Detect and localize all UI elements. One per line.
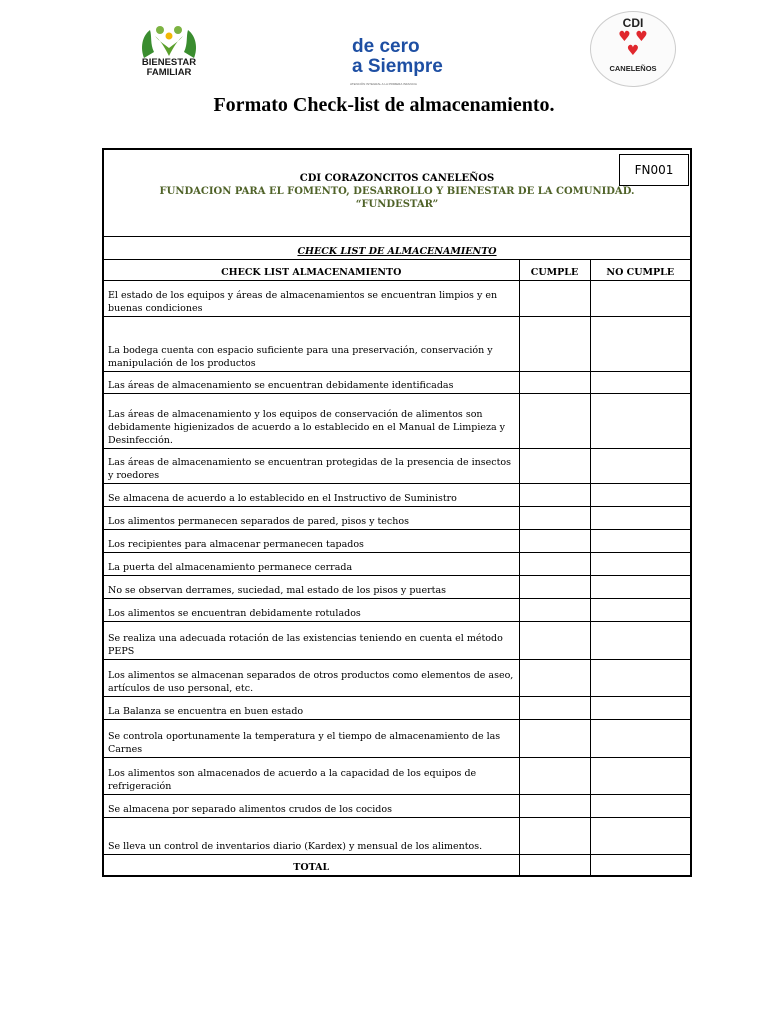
checklist-row <box>104 697 690 720</box>
cumple-cell[interactable] <box>519 697 590 720</box>
checklist-row <box>104 372 690 394</box>
no-cumple-cell[interactable] <box>590 795 690 818</box>
foundation-acronym: “FUNDESTAR” <box>355 199 439 210</box>
logo-right-line1: CDI <box>622 16 644 30</box>
no-cumple-cell[interactable] <box>590 758 690 795</box>
section-title-row <box>104 237 690 260</box>
form-header <box>104 150 690 237</box>
total-cumple-cell[interactable] <box>519 855 590 876</box>
checklist-row <box>104 818 690 855</box>
checklist-item-text: La puerta del almacenamiento permanece cerrada <box>104 553 519 576</box>
cumple-cell[interactable] <box>519 599 590 622</box>
checklist-row <box>104 394 690 449</box>
org-name: CDI CORAZONCITOS CANELEÑOS <box>299 173 495 184</box>
cumple-cell[interactable] <box>519 795 590 818</box>
checklist-row <box>104 530 690 553</box>
checklist-item-text: Los alimentos son almacenados de acuerdo a la capacidad de los equipos de refrigeración <box>104 758 519 795</box>
cumple-cell[interactable] <box>519 281 590 317</box>
cumple-cell[interactable] <box>519 660 590 697</box>
no-cumple-cell[interactable] <box>590 660 690 697</box>
cumple-cell[interactable] <box>519 622 590 660</box>
no-cumple-cell[interactable] <box>590 553 690 576</box>
checklist-item-text: Los alimentos se encuentran debidamente rotulados <box>104 599 519 622</box>
checklist-item-text: Los recipientes para almacenar permanecen tapados <box>104 530 519 553</box>
checklist-item-text: Las áreas de almacenamiento y los equipos de conservación de alimentos son debidamente higienizados de acuerdo a lo establecido en el Manual de Limpieza y Desinfección. <box>104 394 519 449</box>
hearts-icon: ♥ ♥ ♥ <box>618 29 648 59</box>
cumple-cell[interactable] <box>519 484 590 507</box>
cumple-cell[interactable] <box>519 507 590 530</box>
no-cumple-cell[interactable] <box>590 818 690 855</box>
checklist-item-text: Se lleva un control de inventarios diario (Kardex) y mensual de los alimentos. <box>104 818 519 855</box>
no-cumple-cell[interactable] <box>590 599 690 622</box>
checklist-row <box>104 576 690 599</box>
cumple-cell[interactable] <box>519 576 590 599</box>
cumple-cell[interactable] <box>519 818 590 855</box>
column-header-item: CHECK LIST ALMACENAMIENTO <box>104 260 519 281</box>
cumple-cell[interactable] <box>519 553 590 576</box>
family-icon <box>138 22 200 60</box>
bienestar-familiar-logo <box>134 22 196 84</box>
cumple-cell[interactable] <box>519 394 590 449</box>
logo-mid-line2: a Siempre <box>352 56 443 77</box>
cumple-cell[interactable] <box>519 720 590 758</box>
de-cero-a-siempre-logo <box>348 36 443 94</box>
logo-mid-subtitle: ATENCIÓN INTEGRAL A LA PRIMERA INFANCIA <box>350 82 417 86</box>
no-cumple-cell[interactable] <box>590 507 690 530</box>
column-header-row <box>104 260 690 281</box>
checklist-table <box>104 237 690 875</box>
column-header-no-cumple: NO CUMPLE <box>590 260 690 281</box>
page-title: Formato Check-list de almacenamiento. <box>213 94 555 116</box>
logo-right-line2: CANELEÑOS <box>609 64 657 73</box>
checklist-item-text: Se almacena por separado alimentos crudos de los cocidos <box>104 795 519 818</box>
cumple-cell[interactable] <box>519 758 590 795</box>
checklist-item-text: Las áreas de almacenamiento se encuentran protegidas de la presencia de insectos y roedores <box>104 449 519 484</box>
checklist-row <box>104 622 690 660</box>
checklist-row <box>104 758 690 795</box>
checklist-item-text: El estado de los equipos y áreas de almacenamientos se encuentran limpios y en buenas condiciones <box>104 281 519 317</box>
no-cumple-cell[interactable] <box>590 576 690 599</box>
total-label: TOTAL <box>104 855 519 876</box>
no-cumple-cell[interactable] <box>590 449 690 484</box>
checklist-row <box>104 317 690 372</box>
no-cumple-cell[interactable] <box>590 372 690 394</box>
foundation-name: FUNDACION PARA EL FOMENTO, DESARROLLO Y BIENESTAR DE LA COMUNIDAD. <box>159 186 635 197</box>
total-row <box>104 855 690 876</box>
checklist-row <box>104 720 690 758</box>
checklist-item-text: No se observan derrames, suciedad, mal estado de los pisos y puertas <box>104 576 519 599</box>
total-no-cumple-cell[interactable] <box>590 855 690 876</box>
section-title: CHECK LIST DE ALMACENAMIENTO <box>104 237 690 260</box>
checklist-item-text: Los alimentos permanecen separados de pared, pisos y techos <box>104 507 519 530</box>
checklist-row <box>104 599 690 622</box>
checklist-row <box>104 507 690 530</box>
logo-left-line2: FAMILIAR <box>146 67 192 78</box>
no-cumple-cell[interactable] <box>590 394 690 449</box>
checklist-row <box>104 553 690 576</box>
checklist-item-text: La Balanza se encuentra en buen estado <box>104 697 519 720</box>
logo-left-line1: BIENESTAR <box>141 57 197 68</box>
checklist-row <box>104 281 690 317</box>
checklist-item-text: Se realiza una adecuada rotación de las existencias teniendo en cuenta el método PEPS <box>104 622 519 660</box>
organization-block <box>104 172 690 211</box>
cumple-cell[interactable] <box>519 317 590 372</box>
checklist-row <box>104 795 690 818</box>
column-header-cumple: CUMPLE <box>519 260 590 281</box>
no-cumple-cell[interactable] <box>590 281 690 317</box>
cdi-canelenos-logo <box>590 11 676 87</box>
cumple-cell[interactable] <box>519 530 590 553</box>
no-cumple-cell[interactable] <box>590 622 690 660</box>
checklist-item-text: La bodega cuenta con espacio suficiente para una preservación, conservación y manipulación de los productos <box>104 317 519 372</box>
cumple-cell[interactable] <box>519 372 590 394</box>
no-cumple-cell[interactable] <box>590 484 690 507</box>
checklist-item-text: Se controla oportunamente la temperatura y el tiempo de almacenamiento de las Carnes <box>104 720 519 758</box>
checklist-row <box>104 449 690 484</box>
checklist-row <box>104 660 690 697</box>
checklist-item-text: Se almacena de acuerdo a lo establecido en el Instructivo de Suministro <box>104 484 519 507</box>
no-cumple-cell[interactable] <box>590 530 690 553</box>
cumple-cell[interactable] <box>519 449 590 484</box>
no-cumple-cell[interactable] <box>590 720 690 758</box>
checklist-item-text: Los alimentos se almacenan separados de otros productos como elementos de aseo, artículos de uso personal, etc. <box>104 660 519 697</box>
logo-mid-line1: de cero <box>352 36 420 57</box>
checklist-form <box>102 148 692 877</box>
no-cumple-cell[interactable] <box>590 697 690 720</box>
checklist-item-text: Las áreas de almacenamiento se encuentran debidamente identificadas <box>104 372 519 394</box>
checklist-row <box>104 484 690 507</box>
no-cumple-cell[interactable] <box>590 317 690 372</box>
form-code: FN001 <box>619 154 689 186</box>
